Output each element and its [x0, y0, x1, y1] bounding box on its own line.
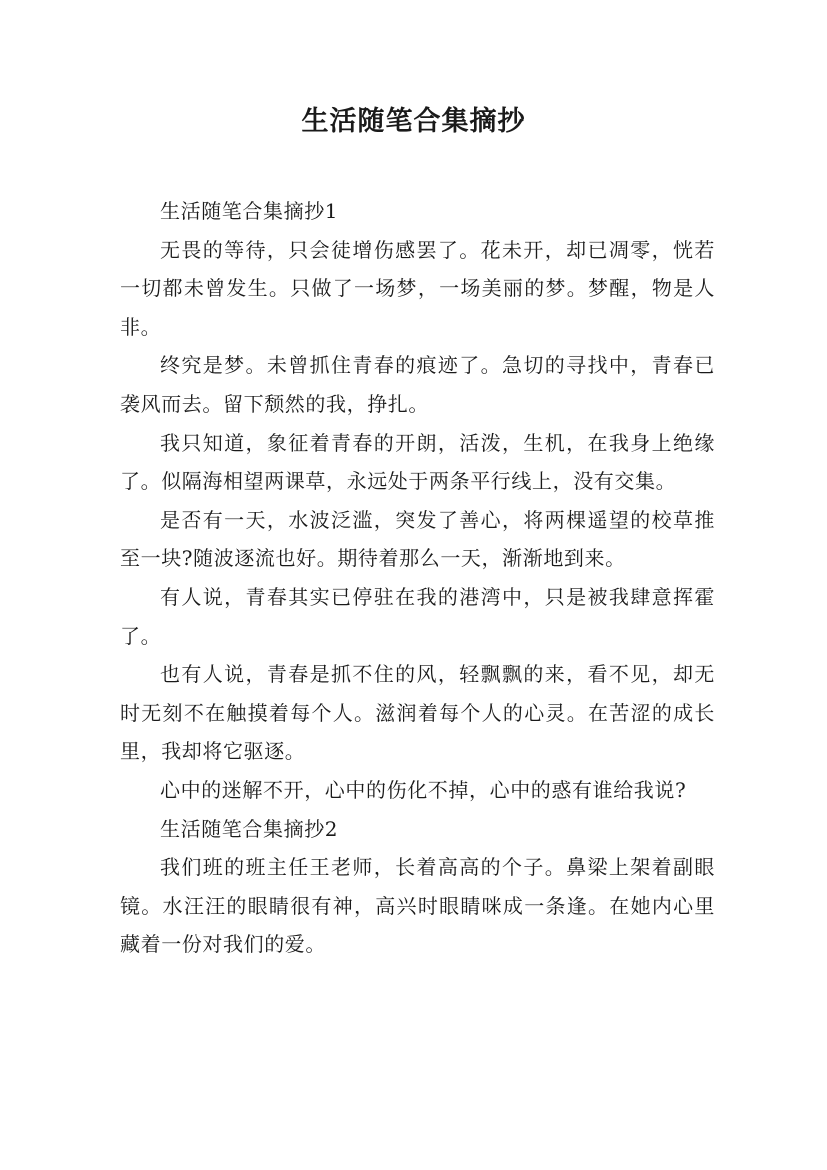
section-heading-2: 生活随笔合集摘抄2	[160, 816, 339, 841]
paragraph: 我们班的班主任王老师，长着高高的个子。鼻梁上架着副眼镜。水汪汪的眼睛很有神，高兴时眼睛咪成一条逢。在她内心里藏着一份对我们的爱。	[120, 855, 715, 957]
paragraph: 是否有一天，水波泛滥，突发了善心，将两棵遥望的校草推至一块?随波逐流也好。期待着那么一天，渐渐地到来。	[120, 507, 715, 571]
document-body	[120, 192, 715, 964]
paragraph: 终究是梦。未曾抓住青春的痕迹了。急切的寻找中，青春已袭风而去。留下颓然的我，挣扎。	[120, 353, 715, 416]
paragraph: 有人说，青春其实已停驻在我的港湾中，只是被我肆意挥霍了。	[120, 584, 715, 648]
document-title: 生活随笔合集摘抄	[301, 106, 526, 137]
paragraph: 我只知道，象征着青春的开朗，活泼，生机，在我身上绝缘了。似隔海相望两课草，永远处于两条平行线上，没有交集。	[120, 430, 715, 494]
paragraph: 也有人说，青春是抓不住的风，轻飘飘的来，看不见，却无时无刻不在触摸着每个人。滋润着每个人的心灵。在苦涩的成长里，我却将它驱逐。	[120, 662, 715, 764]
section-heading-1: 生活随笔合集摘抄1	[160, 199, 339, 223]
paragraph: 心中的迷解不开，心中的伤化不掉，心中的惑有谁给我说?	[160, 777, 687, 802]
paragraph: 无畏的等待，只会徒增伤感罢了。花未开，却已凋零，恍若一切都未曾发生。只做了一场梦，一场美丽的梦。梦醒，物是人非。	[120, 237, 715, 339]
